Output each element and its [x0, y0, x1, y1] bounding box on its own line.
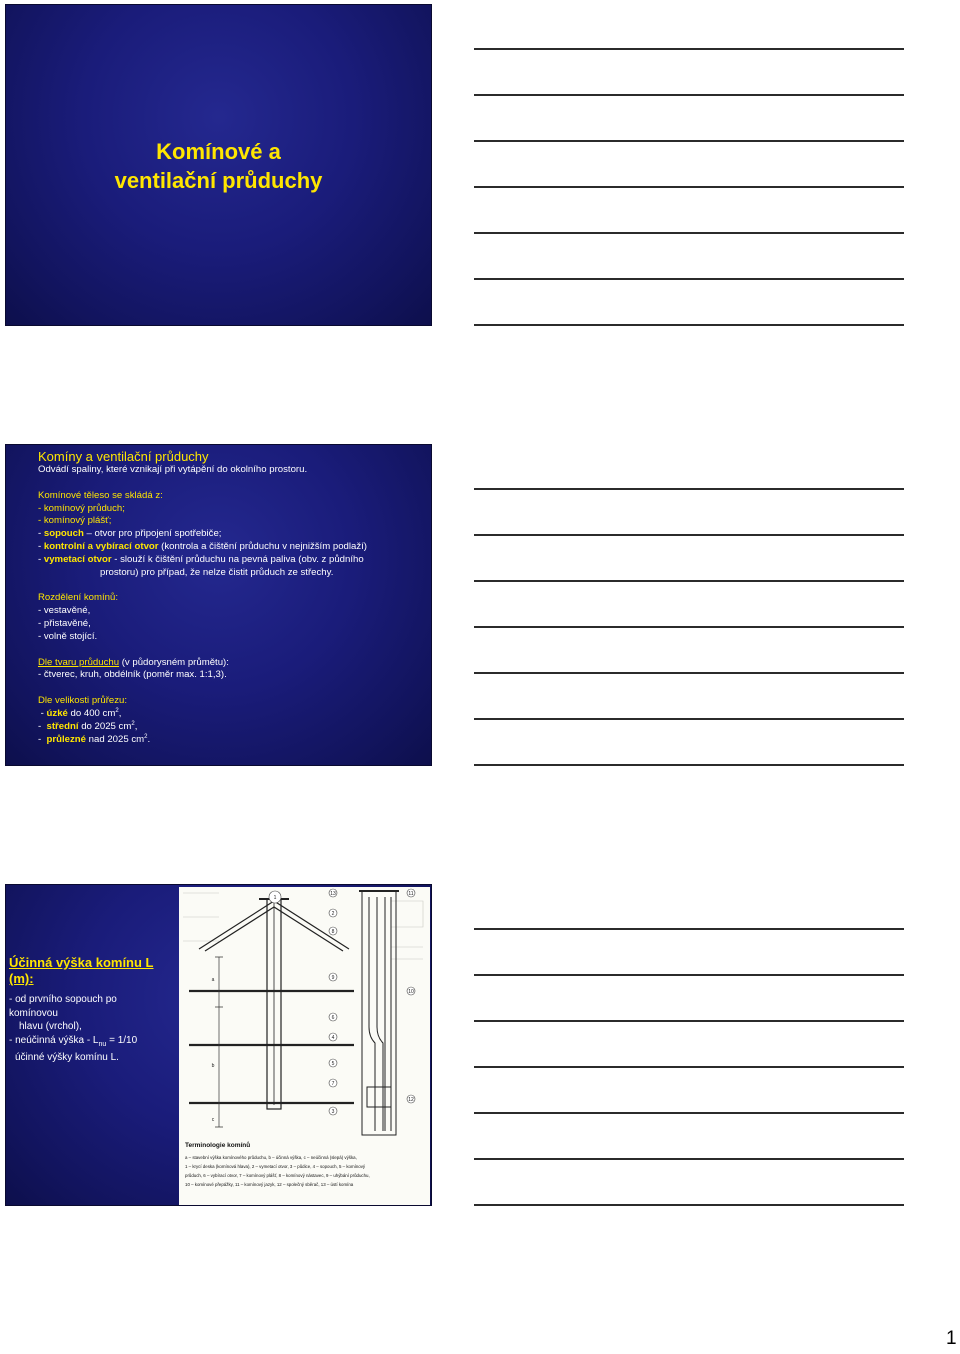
- note-line: [474, 928, 904, 930]
- figure-caption-line: a – stavební výška komínového průduchu, b – účinná výška, c – neúčinná (slepá) výška,: [185, 1155, 357, 1160]
- shape-heading: Dle tvaru průduchu (v půdorysném průmětu):: [38, 656, 229, 668]
- dimension-label: b: [211, 1063, 215, 1069]
- division-item: - přistavěné,: [38, 617, 91, 629]
- note-line: [474, 48, 904, 50]
- callout-label: 5: [331, 1061, 335, 1067]
- note-line: [474, 1112, 904, 1114]
- composition-item-continued: prostoru) pro případ, že nelze čistit průduch ze střechy.: [100, 566, 334, 578]
- slide-3-body: - od prvního sopouch po komínovou hlavu (vrchol), - neúčinná výška - $L_{nu} = 1/10$ účinné výšky komínu L.: [9, 994, 138, 1063]
- note-line: [474, 94, 904, 96]
- composition-item: - komínový průduch;: [38, 502, 125, 514]
- slide-1: [5, 4, 432, 326]
- size-item: - průlezné nad 2025 $cm^2$.: [38, 733, 151, 745]
- note-line: [474, 718, 904, 720]
- note-line: [474, 764, 904, 766]
- note-line: [474, 232, 904, 234]
- note-line: [474, 1020, 904, 1022]
- slide-2: [5, 444, 432, 766]
- figure-caption-line: 10 – komínové přepážky, 11 – komínový jazyk, 12 – společný sběrač, 13 – ústí komína: [185, 1182, 354, 1187]
- callout-label: 11: [408, 891, 414, 897]
- chimney-terminology-figure: [179, 887, 430, 1205]
- division-item: - volně stojící.: [38, 630, 98, 642]
- note-line: [474, 1066, 904, 1068]
- size-heading: Dle velikosti průřezu:: [38, 695, 128, 707]
- callout-label: 6: [331, 1015, 335, 1021]
- composition-item: - vymetací otvor - slouží k čištění průduchu na pevná paliva (obv. z půdního: [38, 553, 364, 565]
- callout-label: 13: [330, 891, 336, 897]
- slide-2-content: [38, 449, 425, 746]
- callout-label: 3: [331, 1109, 335, 1115]
- callout-label: 2: [331, 911, 335, 917]
- slide-3: [5, 884, 432, 1206]
- division-heading: Rozdělení komínů:: [38, 592, 118, 604]
- note-line: [474, 672, 904, 674]
- slide-1-title: Komínové a ventilační průduchy: [114, 139, 323, 193]
- shape-text: - čtverec, kruh, obdélník (poměr max. 1:1,3).: [38, 669, 227, 681]
- note-line: [474, 1158, 904, 1160]
- dimension-label: a: [211, 977, 215, 983]
- callout-label: 8: [331, 929, 335, 935]
- composition-item: - komínový plášť;: [38, 515, 112, 527]
- figure-caption-line: 1 – krycí deska (komínová hlava), 2 – vymetací otvor, 3 – půdice, 4 – sopouch, 5 – komínový: [185, 1164, 366, 1169]
- note-line: [474, 140, 904, 142]
- note-line: [474, 626, 904, 628]
- size-item: - střední do 2025 $cm^2$,: [38, 720, 138, 732]
- callout-label: 1: [273, 895, 277, 901]
- composition-item: - sopouch – otvor pro připojení spotřebiče;: [38, 528, 222, 540]
- note-line: [474, 580, 904, 582]
- note-line: [474, 278, 904, 280]
- note-line: [474, 534, 904, 536]
- chimney-diagram: [179, 887, 430, 1205]
- figure-caption-title: Terminologie komínů: [185, 1142, 251, 1149]
- composition-heading: Komínové těleso se skládá z:: [38, 489, 163, 501]
- slide-2-heading: Komíny a ventilační průduchy: [38, 449, 209, 464]
- note-line: [474, 1204, 904, 1206]
- callout-label: 7: [331, 1081, 335, 1087]
- callout-label: 12: [408, 1097, 414, 1103]
- note-line: [474, 488, 904, 490]
- composition-item: - kontrolní a vybírací otvor (kontrola a čištění průduchu v nejnižším podlaží): [38, 540, 368, 552]
- figure-caption-line: průduch, 6 – vybírací otvor, 7 – komínový plášť, 8 – komínový nástavec, 9 – uhýbání průduchu,: [185, 1173, 370, 1178]
- page-number: 1: [946, 1328, 957, 1349]
- callout-label: 4: [331, 1035, 335, 1041]
- dimension-label: c: [211, 1117, 215, 1123]
- note-line: [474, 186, 904, 188]
- note-line: [474, 324, 904, 326]
- division-item: - vestavěné,: [38, 605, 91, 617]
- note-line: [474, 974, 904, 976]
- slide-3-title: Účinná výška komínu L (m):: [9, 955, 154, 986]
- intro-text: Odvádí spaliny, které vznikají při vytápění do okolního prostoru.: [38, 464, 308, 475]
- callout-label: 10: [408, 989, 414, 995]
- size-item: - úzké do 400 $cm^2$,: [38, 707, 122, 719]
- callout-label: 9: [331, 975, 335, 981]
